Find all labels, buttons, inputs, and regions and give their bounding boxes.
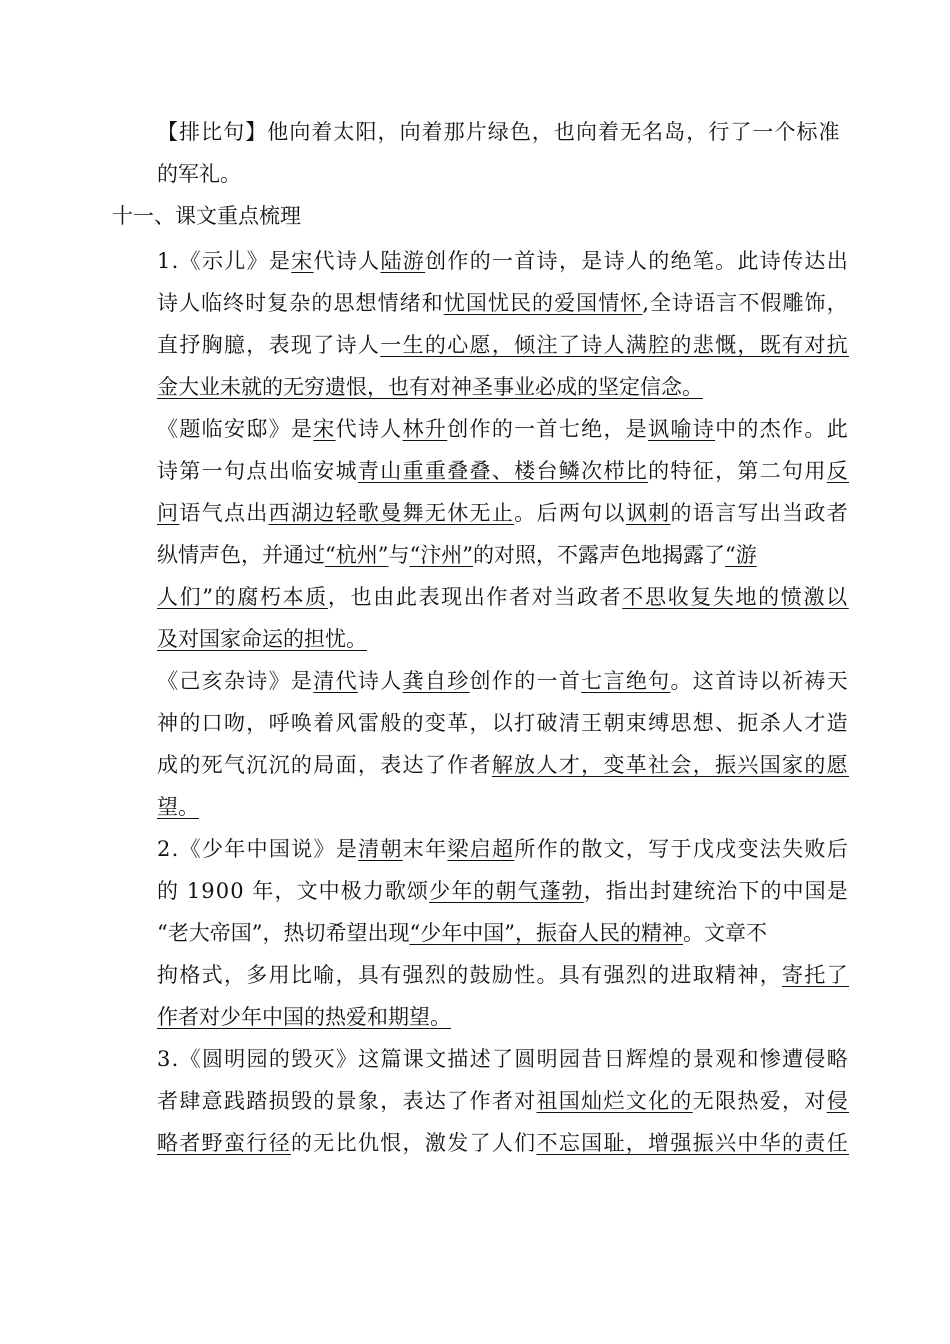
underlined-text: 西湖边轻歌曼舞无休无止 [268,501,515,525]
line-text: 代诗人 [313,249,381,273]
underlined-text: 问 [157,501,180,525]
line-text: 的语言写出当政者 [670,501,850,525]
line-text: ，也由此表现出作者对当政者 [327,585,623,609]
underlined-text: 青山重重叠叠、楼台鳞次栉比 [357,459,649,483]
underlined-text: 侵 [826,1089,850,1113]
underlined-text: 讽刺 [625,501,671,525]
underlined-text: 梁启超 [447,837,515,861]
line-text: 诗人临终时复杂的思想情绪和 [157,291,444,315]
line-text: 2.《少年中国说》是 [157,837,359,861]
underlined-text: 作者对少年中国的热爱和期望。 [157,1005,451,1029]
underlined-text: 龚自珍 [402,669,470,693]
line-text: 创作的一首 [469,669,582,693]
line-text: 的无比仇恨，激发了人们 [290,1131,537,1155]
line-text: 的对照，不露声色地揭露了 [472,543,725,567]
underlined-text: 略者野蛮行径 [157,1131,291,1155]
underlined-text: 少年的朝气蓬勃 [429,879,584,903]
line-text: “老大帝国”，热切希望出现 [157,921,410,945]
underlined-text: 不思收复失地的愤激以 [622,585,849,609]
line-text: 代诗人 [335,417,403,441]
line-text: 所作的散文，写于戊戌变法失败后 [514,837,850,861]
underlined-text: 反 [826,459,850,483]
parallel-sentence-label: 【排比句】 [157,120,268,144]
line-text: ，指出封建统治下的中国是 [583,879,849,903]
line-text: 拘格式，多用比喻，具有强烈的鼓励性。具有强烈的进取精神， [157,963,783,987]
underlined-text: “少年中国”，振奋人民的精神 [409,921,683,945]
line-text: 的 1900 年，文中极力歌颂 [157,879,430,903]
line-text: 末年 [402,837,448,861]
underlined-text: “汴州” [409,543,473,567]
underlined-text: 七言绝句 [581,669,671,693]
line-text: 诗人 [357,669,403,693]
line-text: 与 [388,543,410,567]
parallel-sentence-line-1 [157,117,841,147]
line-text: 创作的一首诗，是诗人的绝笔。此诗传达出 [425,249,850,273]
paragraph-4-line-1 [157,834,849,864]
paragraph-3-line-4 [157,792,199,822]
underlined-text: 讽喻诗 [648,417,716,441]
underlined-text: 陆游 [380,249,426,273]
underlined-text: 望。 [157,795,199,819]
line-text: 神的口吻，呼唤着风雷般的变革，以打破清王朝束缚思想、扼杀人才造 [157,711,849,735]
paragraph-3-line-1 [157,666,849,696]
line-text: 《己亥杂诗》是 [157,669,314,693]
paragraph-5-line-1 [157,1044,849,1074]
line-text: 3.《圆明园的毁灭》这篇课文描述了圆明园昔日辉煌的景观和惨遭侵略 [157,1047,850,1071]
section-heading: 十一、课文重点梳理 [112,204,301,228]
line-text: 者肆意践踏损毁的景象，表达了作者对 [157,1089,537,1113]
paragraph-1-line-1 [157,246,849,276]
parallel-sentence-text: 他向着太阳，向着那片绿色，也向着无名岛，行了一个标准 [267,120,841,144]
line-text: 。文章不 [682,921,767,945]
line-text: 的特征，第二句用 [648,459,827,483]
underlined-text: 不忘国耻，增强振兴中华的责任 [536,1131,850,1155]
line-text: 无限热爱，对 [692,1089,827,1113]
line-text: ,全诗语言不假雕饰， [642,291,849,315]
paragraph-2-line-3 [157,498,849,528]
line-text: 。后两句以 [514,501,626,525]
line-text: 直抒胸臆，表现了诗人 [157,333,381,357]
paragraph-3-line-2 [157,708,849,738]
underlined-text: 寄托了 [782,963,849,987]
underlined-text: 清朝 [358,837,403,861]
underlined-text: 解放人才，变革社会，振兴国家的愿 [491,753,850,777]
paragraph-1-line-2 [157,288,849,318]
underlined-text: “游 [724,543,757,567]
underlined-text: 林升 [402,417,448,441]
underlined-text: 祖国灿烂文化的 [536,1089,693,1113]
line-text: 。这首诗以祈祷天 [670,669,850,693]
line-text: 中的杰作。此 [715,417,850,441]
parallel-sentence-line-2 [157,159,241,189]
paragraph-2-line-5 [157,582,849,612]
underlined-text: 人们”的腐朽本质 [157,585,328,609]
underlined-text: 宋 [313,417,336,441]
paragraph-4-line-3 [157,918,767,948]
line-text: 成的死气沉沉的局面，表达了作者 [157,753,492,777]
paragraph-4-line-4 [157,960,849,990]
underlined-text: 及对国家命运的担忧。 [157,627,367,651]
paragraph-5-line-3 [157,1128,849,1158]
paragraph-3-line-3 [157,750,849,780]
paragraph-5-line-2 [157,1086,849,1116]
paragraph-4-line-2 [157,876,849,906]
paragraph-2-line-1 [157,414,849,444]
line-text: 《题临安邸》是 [157,417,314,441]
line-text: 1.《示儿》是 [157,249,292,273]
paragraph-2-line-2 [157,456,849,486]
line-text: 诗第一句点出临安城 [157,459,358,483]
line-text: 创作的一首七绝，是 [447,417,649,441]
underlined-text: 宋 [291,249,314,273]
paragraph-2-line-4 [157,540,757,570]
underlined-text: 一生的心愿，倾注了诗人满腔的悲慨，既有对抗 [380,333,850,357]
line-text: 纵情声色，并通过 [157,543,325,567]
underlined-text: “杭州” [325,543,389,567]
underlined-text: 清代 [313,669,358,693]
underlined-text: 忧国忧民的爱国情怀 [443,291,643,315]
underlined-text: 金大业未就的无穷遗恨，也有对神圣事业必成的坚定信念。 [157,375,703,399]
paragraph-4-line-5 [157,1002,451,1032]
parallel-sentence-text-cont: 的军礼。 [157,162,241,186]
paragraph-1-line-4 [157,372,703,402]
paragraph-1-line-3 [157,330,849,360]
line-text: 语气点出 [179,501,269,525]
paragraph-2-line-6 [157,624,367,654]
